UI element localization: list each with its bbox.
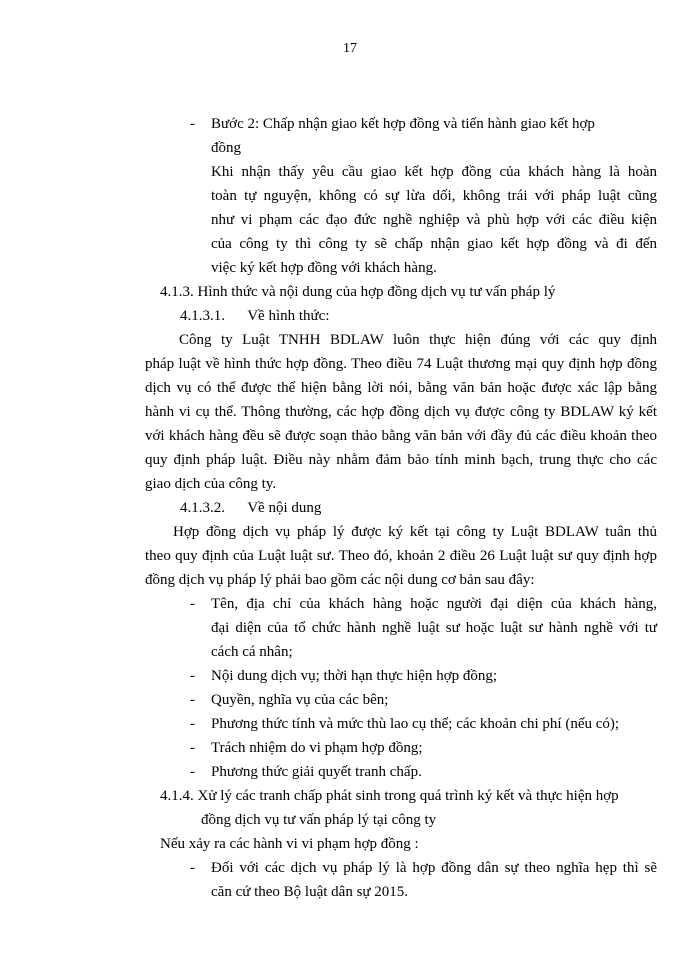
violation-intro: Nếu xảy ra các hành vi vi phạm hợp đồng : <box>160 836 419 852</box>
text-line: căn cứ theo Bộ luật dân sự 2015. <box>211 884 409 900</box>
text-line: Hợp đồng dịch vụ pháp lý được ký kết tại công ty Luật BDLAW tuân thủ <box>173 524 657 540</box>
text-line: giao dịch của công ty. <box>145 476 277 492</box>
bullet-dash: - <box>190 668 195 684</box>
section-heading-4-1-3: 4.1.3. Hình thức và nội dung của hợp đồng dịch vụ tư vấn pháp lý <box>160 284 556 300</box>
step2-line-1: Bước 2: Chấp nhận giao kết hợp đồng và tiến hành giao kết hợp <box>211 116 595 132</box>
text-line: hành vi cụ thể. Thông thường, các hợp đồng dịch vụ được công ty BDLAW ký kết <box>145 404 657 420</box>
list-item: Nội dung dịch vụ; thời hạn thực hiện hợp đồng; <box>211 668 498 684</box>
bullet-dash: - <box>190 692 195 708</box>
page-number: 17 <box>343 41 357 56</box>
step2-paragraph <box>211 160 657 280</box>
bullet-dash: - <box>190 860 195 876</box>
bullet-dash: - <box>190 764 195 780</box>
bullet-dash: - <box>190 116 195 132</box>
text-line: Khi nhận thấy yêu cầu giao kết hợp đồng của khách hàng là hoàn <box>211 164 657 180</box>
text-line: toàn tự nguyện, không có sự lừa dối, không trái với pháp luật cũng <box>211 188 657 204</box>
content-paragraph <box>145 520 657 592</box>
text-line: pháp luật về hình thức hợp đồng. Theo điều 74 Luật thương mại quy định hợp đồng <box>145 356 657 372</box>
list-item: Trách nhiệm do vi phạm hợp đồng; <box>211 740 423 756</box>
text-line: đồng dịch vụ pháp lý phải bao gồm các nội dung cơ bản sau đây: <box>145 572 535 588</box>
section-heading-4-1-4 <box>160 784 657 832</box>
bullet-dash: - <box>190 716 195 732</box>
text-line: như vi phạm các đạo đức nghề nghiệp và phù hợp với các điều kiện <box>211 212 657 228</box>
text-line: cách cá nhân; <box>211 644 293 660</box>
list-item: Quyền, nghĩa vụ của các bên; <box>211 692 389 708</box>
text-line: của công ty thì công ty sẽ chấp nhận giao kết hợp đồng và đi đến <box>211 236 657 252</box>
text-line: 4.1.4. Xử lý các tranh chấp phát sinh trong quá trình ký kết và thực hiện hợp <box>160 788 619 804</box>
text-line: đại diện của tổ chức hành nghề luật sư hoặc luật sư hành nghề với tư <box>211 620 657 636</box>
section-heading-4-1-3-1: 4.1.3.1. Về hình thức: <box>180 308 330 324</box>
list-item <box>211 592 657 664</box>
text-line: theo quy định của Luật luật sư. Theo đó, khoản 2 điều 26 Luật luật sư quy định hợp <box>145 548 657 564</box>
bullet-dash: - <box>190 596 195 612</box>
step2-line-2: đồng <box>211 140 241 156</box>
text-line: việc ký kết hợp đồng với khách hàng. <box>211 260 437 276</box>
text-line: với khách hàng đều sẽ được soạn thảo bằng văn bản với đầy đủ các điều khoản theo <box>145 428 657 444</box>
text-line: dịch vụ có thể được thể hiện bằng lời nói, bằng văn bản hoặc được xác lập bằng <box>145 380 657 396</box>
list-item: Phương thức giải quyết tranh chấp. <box>211 764 422 780</box>
text-line: Công ty Luật TNHH BDLAW luôn thực hiện đúng với các quy định <box>179 332 657 348</box>
bullet-dash: - <box>190 740 195 756</box>
text-line: quy định pháp luật. Điều này nhằm đảm bảo tính minh bạch, trung thực cho các <box>145 452 657 468</box>
text-line: Đối với các dịch vụ pháp lý là hợp đồng dân sự theo nghĩa hẹp thì sẽ <box>211 860 657 876</box>
text-line: Tên, địa chỉ của khách hàng hoặc người đại diện của khách hàng, <box>211 596 657 612</box>
list-item: Phương thức tính và mức thù lao cụ thể; các khoản chi phí (nếu có); <box>211 716 620 732</box>
form-paragraph <box>145 328 657 496</box>
section-heading-4-1-3-2: 4.1.3.2. Về nội dung <box>180 500 322 516</box>
text-line: đồng dịch vụ tư vấn pháp lý tại công ty <box>201 812 437 828</box>
list-item <box>211 856 657 904</box>
